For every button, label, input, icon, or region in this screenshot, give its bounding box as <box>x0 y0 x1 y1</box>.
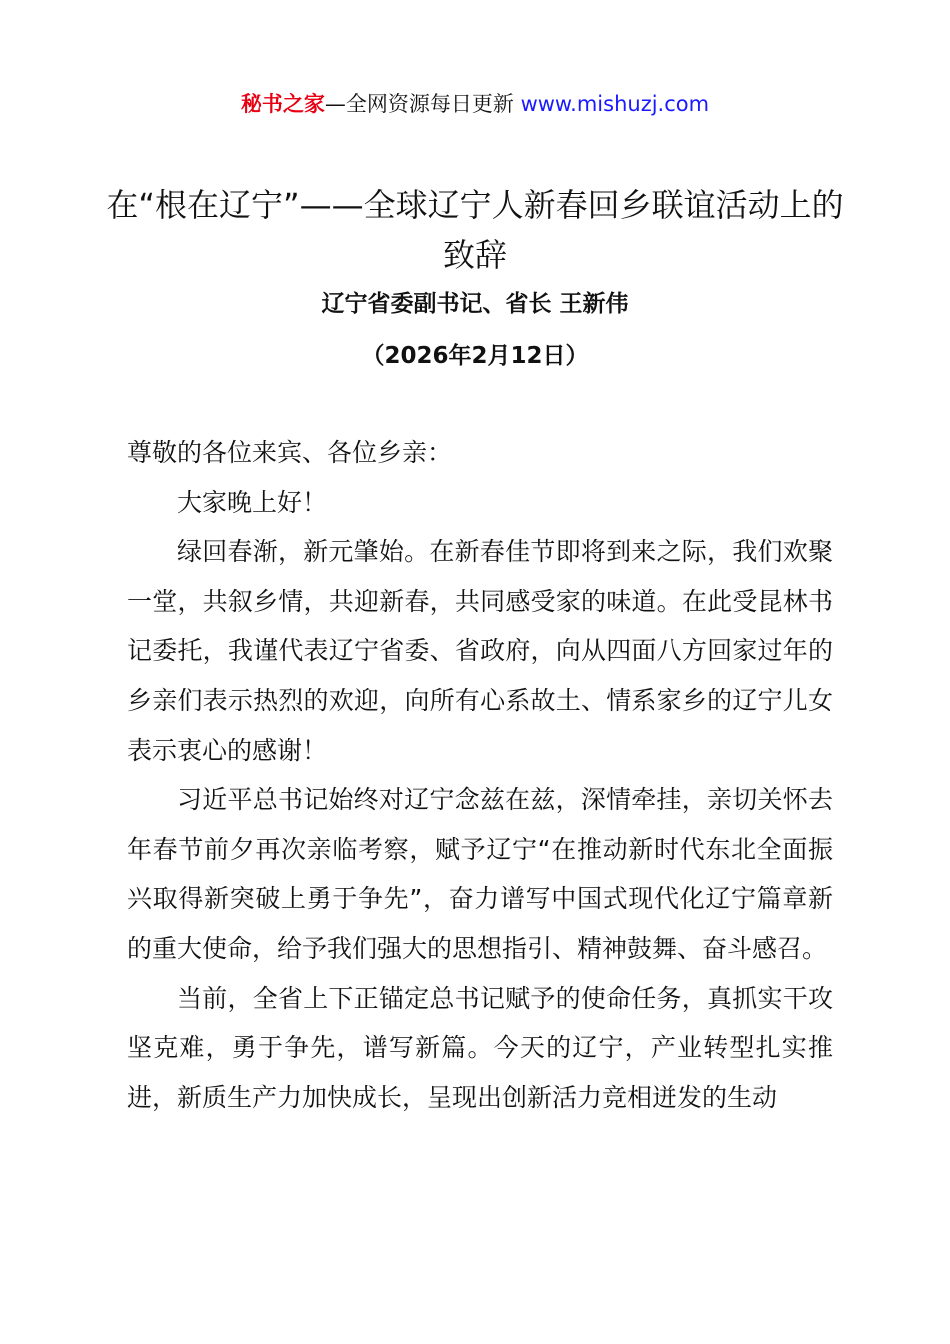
document-byline: 辽宁省委副书记、省长 王新伟 <box>321 291 629 317</box>
site-header <box>0 88 950 120</box>
salutation: 尊敬的各位来宾、各位乡亲： <box>127 438 453 467</box>
header-tagline: —全网资源每日更新 <box>324 92 521 116</box>
document-body <box>127 428 833 1122</box>
body-paragraph: 绿回春渐，新元肇始。在新春佳节即将到来之际，我们欢聚一堂，共叙乡情，共迎新春，共同感受家的味道。在此受昆林书记委托，我谨代表辽宁省委、省政府，向从四面八方回家过年的乡亲们表示热烈的欢迎，向所有心系故土、情系家乡的辽宁儿女表示衷心的感谢！ <box>127 537 833 765</box>
body-paragraph: 当前，全省上下正锚定总书记赋予的使命任务，真抓实干攻坚克难，勇于争先，谱写新篇。今天的辽宁，产业转型扎实推进，新质生产力加快成长，呈现出创新活力竞相迸发的生动 <box>127 983 833 1112</box>
body-paragraph: 习近平总书记始终对辽宁念兹在兹，深情牵挂，亲切关怀去年春节前夕再次亲临考察，赋予辽宁“在推动新时代东北全面振兴取得新突破上勇于争先”，奋力谱写中国式现代化辽宁篇章新的重大使命，给予我们强大的思想指引、精神鼓舞、奋斗感召。 <box>127 785 833 963</box>
document-date: （2026年2月12日） <box>361 343 589 369</box>
site-url-link[interactable]: www.mishuzj.com <box>520 92 710 116</box>
document-title: 在“根在辽宁”——全球辽宁人新春回乡联谊活动上的致辞 <box>106 186 844 274</box>
greeting: 大家晚上好！ <box>177 487 328 517</box>
brand-name: 秘书之家 <box>240 92 325 116</box>
